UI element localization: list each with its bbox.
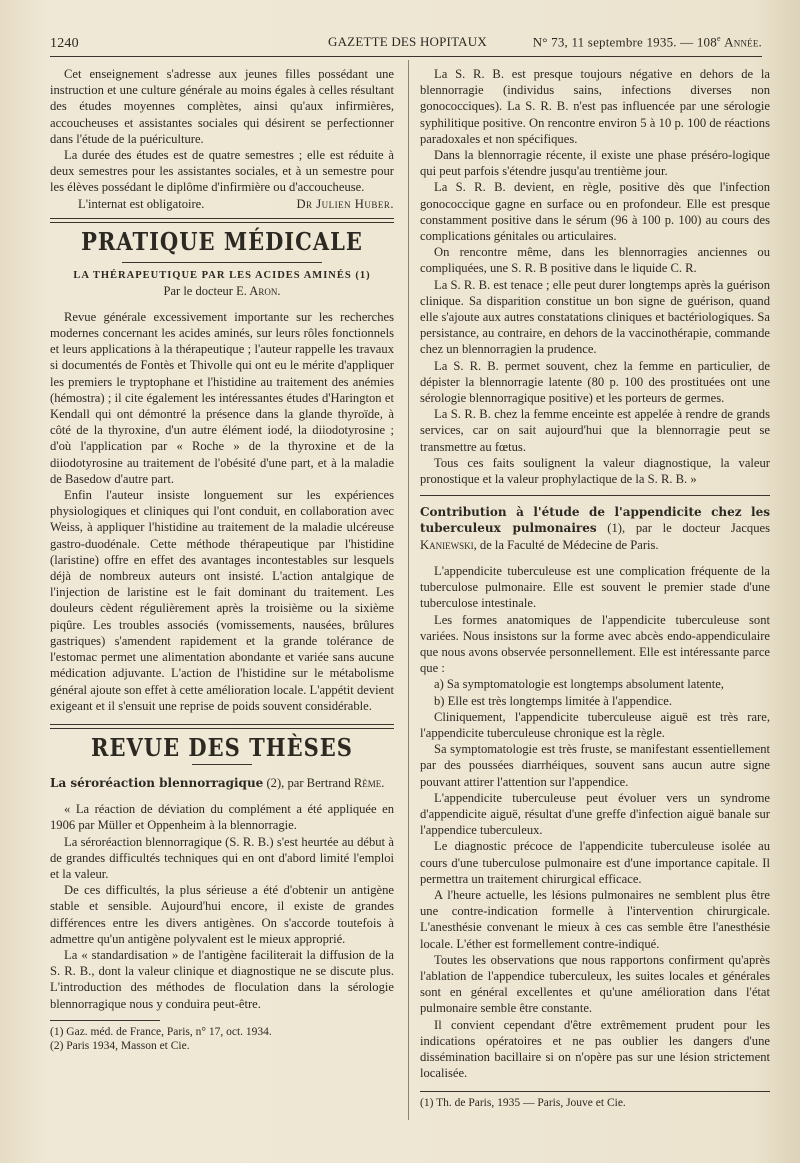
thesis-title: La séroréaction blennorragique: [50, 775, 264, 790]
article-paragraph: Revue générale excessivement importante sur les recherches modernes concernant les acides aminés, sur leurs rôles fonctionnels et leurs applications à la thérapeutique ; l'auteur rappelle les travaux si documentés de Fontès et Thivolle qui ont eu le mérite d'appliquer les premiers le tryptophane et l'histidine au traitement des anémies (hémostra) ; il cite également les intéressantes études d'Harington et Kendall qui ont démontré la présence dans la glande thyroïde, à côté de la thyroxine, d'un autre élément iodé, la diiodotyrosine ; d'où l'application par « Roche » de la thyroxine et de la diiodotyrosine au traitement de l'obésité d'une part, et à la maladie de Basedow d'autre part.: [50, 309, 394, 486]
contrib-paragraph: Cliniquement, l'appendicite tuberculeuse aiguë est très rare, l'appendicite tuberculeuse chronique est la règle.: [420, 709, 770, 740]
page-number: 1240: [50, 36, 79, 51]
column-divider: [408, 60, 409, 1120]
article-byline: [50, 283, 394, 299]
contrib-paragraph: Sa symptomatologie est très fruste, se manifestant essentiellement par des poussées diarrhéiques, souvent sans aucun autre signe pouvant attirer l'attention sur l'appendice.: [420, 742, 770, 789]
left-column: [50, 66, 394, 1053]
article-author: E. Aron.: [236, 283, 281, 298]
thesis-ref: (2), par Bertrand: [266, 775, 351, 790]
contrib-paragraph: a) Sa symptomatologie est longtemps absolument latente,: [434, 677, 724, 692]
thesis-author: Rème.: [353, 775, 385, 790]
thesis-heading: [50, 775, 394, 791]
article-separator: [420, 495, 770, 496]
internat-note: L'internat est obligatoire.: [78, 196, 205, 211]
article-paragraph: Enfin l'auteur insiste longuement sur les expériences physiologiques et cliniques qui l'ont conduit, en collaboration avec Weiss, à appliquer l'histidine au traitement de la maladie ulcéreuse gastro-duodénale. Cette méthode thérapeutique par l'histidine (laristine) offre en effet des avantages incontestables sur lesquels déjà de nombreux auteurs ont insisté. L'action antalgique de l'injection de laristine est le fait dominant du traitement. Les douleurs cèdent régulièrement après la troisième ou la sixième piqûre. Les troubles associés (vomissements, nausées, brûlures gastriques) s'amendent rapidement et la grande tolérance de l'estomac permet une alimentation abondante et variée sans aucune médication adjuvante. L'action de l'histidine sur le métabolisme général ajoute son effet à cette amélioration locale. L'appétit devient exigeant et il s'ensuit une reprise de poids souvent considérable.: [50, 488, 395, 713]
thesis-paragraph: La séroréaction blennorragique (S. R. B.) s'est heurtée au début à de grandes difficultés techniques qui en ont d'abord limité l'emploi et la valeur.: [50, 834, 394, 881]
page-header: [50, 34, 762, 56]
signature-line: [50, 196, 394, 212]
srb-paragraph: La S. R. B. est presque toujours négative en dehors de la blennorragie (individus sains, infections diverses non gonococciques). La S. R. B. n'est pas influencée par une sérologie syphilitique positive. On rencontre environ 5 à 10 p. 100 de réactions paradoxales et non spécifiques.: [420, 67, 770, 146]
contrib-paragraph: b) Elle est très longtemps limitée à l'appendice.: [434, 693, 672, 708]
srb-paragraph: Dans la blennorragie récente, il existe une phase préséro-logique qui peut parfois s'étendre jusqu'au trentième jour.: [420, 148, 770, 179]
contrib-paragraph: L'appendicite tuberculeuse peut évoluer vers un syndrome d'appendicite aiguë, résultat d'une greffe d'infection aiguë banale sur l'appendice tuberculeux.: [420, 790, 770, 838]
intro-paragraph: Cet enseignement s'adresse aux jeunes filles possédant une instruction et une culture générale au moins égales à celles résultant des études moyennes complètes, ainsi qu'aux infirmières, accoucheuses et assistantes sociales qui désirent se perfectionner dans l'étude de la puériculture.: [50, 67, 394, 146]
right-column: [420, 66, 770, 1110]
footnote: (1) Gaz. méd. de France, Paris, n° 17, oct. 1934.: [50, 1025, 272, 1038]
contrib-title: Contribution à l'étude de l'appendicite chez les tuberculeux pulmonaires: [420, 505, 770, 536]
contrib-ref: (1), par le docteur Jacques: [607, 521, 770, 536]
contrib-author: Kaniewski: [420, 537, 474, 552]
header-rule: [50, 56, 762, 57]
footnote: (1) Th. de Paris, 1935 — Paris, Jouve et Cie.: [420, 1097, 626, 1110]
issue-number: N° 73, 11 septembre 1935. — 108: [532, 34, 717, 50]
srb-paragraph: La S. R. B. est tenace ; elle peut durer longtemps après la guérison clinique. Sa disparition constitue un bon signe de guérison, quand elle s'ajoute aux autres constatations cliniques et bactériologiques. Sa persistance, au contraire, en dehors de la vaccinothérapie, commande chez un blennorragien la prudence.: [420, 277, 770, 357]
signature: Dr Julien Huber.: [296, 196, 394, 211]
issue-ordinal: e: [716, 34, 721, 43]
contrib-paragraph: A l'heure actuelle, les lésions pulmonaires ne semblent plus être une contre-indication formelle à l'intervention chirurgicale. L'anesthésie convenant le mieux à ces cas semble être l'anesthésie locale. L'éther est formellement contre-indiqué.: [420, 887, 770, 951]
srb-paragraph: La S. R. B. devient, en règle, positive dès que l'infection gonococcique gagne en surface ou en profondeur. Elle est presque constamment positive dans le sérum (96 à 100 p. 100) au cours des complications génitales ou articulaires.: [420, 180, 770, 244]
issue-info: [533, 34, 762, 50]
thesis-paragraph: La « standardisation » de l'antigène faciliterait la diffusion de la S. R. B., dont la valeur clinique et diagnostique ne se discute plus. L'introduction des méthodes de floculation dans la sérologie blennorragique nous y conduira peut-être.: [50, 947, 394, 1011]
footnote: (2) Paris 1934, Masson et Cie.: [50, 1039, 190, 1052]
srb-paragraph: La S. R. B. permet souvent, chez la femme en particulier, de dépister la blennorragie latente (80 p. 100 des prostituées ont une sérologie blennorragique positive) et les porteurs de germes.: [420, 358, 770, 406]
contrib-heading: [420, 504, 770, 553]
srb-paragraph: Tous ces faits soulignent la valeur diagnostique, la valeur pronostique et la valeur prophylactique de la S. R. B. »: [420, 455, 770, 487]
srb-paragraph: La S. R. B. chez la femme enceinte est appelée à rendre de grands services, car on sait aujourd'hui que la blennorragie peut se transmettre au fœtus.: [420, 407, 770, 454]
srb-paragraph: On rencontre même, dans les blennorragies anciennes ou compliquées, une S. R. B positive dans le liquide C. R.: [420, 245, 770, 276]
footnote-rule: [50, 1020, 160, 1021]
contrib-paragraph: Il convient cependant d'être extrêmement prudent pour les indications opératoires et ne pas oublier les dangers d'une dissémination bacillaire si on n'opère pas sur une lésion strictement localisée.: [420, 1017, 770, 1081]
section-underline: [192, 764, 252, 765]
section-rule: [50, 724, 394, 729]
contrib-paragraph: Les formes anatomiques de l'appendicite tuberculeuse sont variées. Nous insistons sur la forme avec abcès endo-appendiculaire que nous avons observée personnellement. Elle est intéressante parce que :: [420, 612, 770, 676]
section-title-theses: REVUE DES THÈSES: [91, 733, 353, 762]
section-title-pratique: PRATIQUE MÉDICALE: [81, 226, 363, 256]
section-rule: [50, 218, 394, 223]
byline-prefix: Par le docteur: [163, 283, 233, 298]
thesis-paragraph: De ces difficultés, la plus sérieuse a été d'obtenir un antigène stable et sensible. Aujourd'hui encore, il existe de grandes différences entre les divers antigènes. On s'accorde toutefois à admettre qu'un antigène polyvalent est le mieux approprié.: [50, 883, 394, 946]
contrib-paragraph: Toutes les observations que nous rapportons confirment qu'après l'ablation de l'appendice tuberculeux, les suites locales et générales sont en général excellentes et qu'une amélioration dans l'état pulmonaire semble être constante.: [420, 952, 770, 1016]
footnote-rule: [420, 1091, 770, 1092]
contrib-paragraph: Le diagnostic précoce de l'appendicite tuberculeuse isolée au cours d'une tuberculose pulmonaire est d'une importance capitale. Il permettra un traitement chirurgical efficace.: [420, 839, 770, 886]
thesis-paragraph: « La réaction de déviation du complément a été appliquée en 1906 par Müller et Oppenheim à la blennorragie.: [50, 802, 394, 833]
contrib-affiliation: , de la Faculté de Médecine de Paris.: [473, 537, 659, 552]
article-title: LA THÉRAPEUTIQUE PAR LES ACIDES AMINÉS (1): [73, 269, 371, 281]
intro-paragraph: La durée des études est de quatre semestres ; elle est réduite à deux semestres pour les assistantes sociales, et à un semestre pour les élèves possédant le diplôme d'infirmière ou d'accoucheuse.: [50, 148, 394, 195]
contrib-paragraph: L'appendicite tuberculeuse est une complication fréquente de la tuberculose pulmonaire. Elle est souvent le premier stade d'une tuberculose intestinale.: [420, 563, 770, 611]
issue-year-label: Année.: [724, 34, 762, 50]
journal-title: GAZETTE DES HOPITAUX: [328, 34, 487, 49]
section-underline: [122, 262, 322, 263]
